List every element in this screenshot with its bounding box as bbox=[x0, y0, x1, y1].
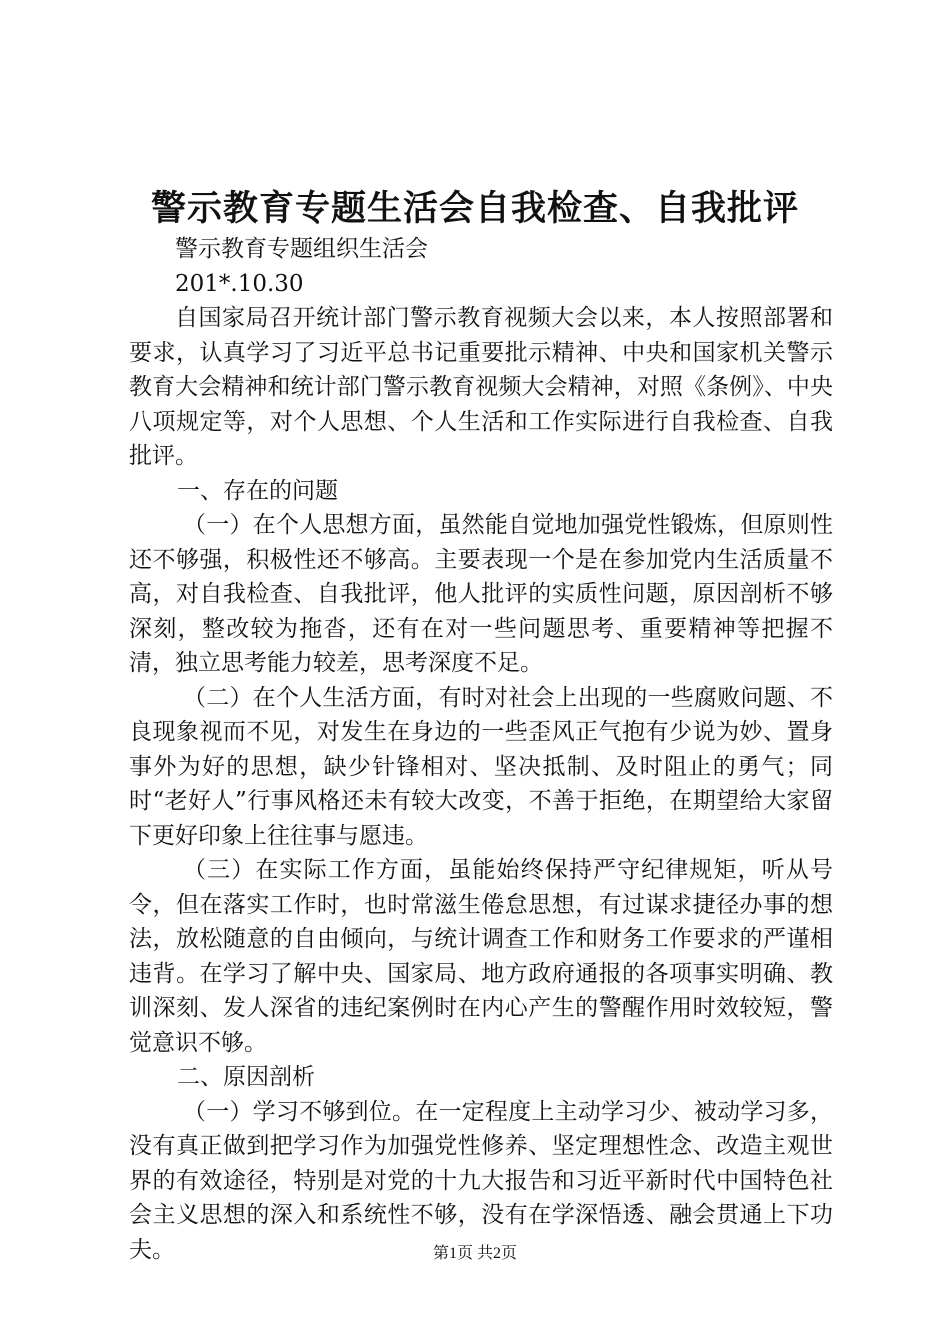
paragraph-cause-study: （一）学习不够到位。在一定程度上主动学习少、被动学习多，没有真正做到把学习作为加强党性修养、坚定理想性念、改造主观世界的有效途径，特别是对党的十九大报告和习近平新时代中国特色社会主义思想的深入和系统性不够，没有在学深悟透、融会贯通上下功夫。 bbox=[129, 1098, 833, 1263]
document-title: 警示教育专题生活会自我检查、自我批评 bbox=[150, 188, 799, 229]
paragraph-problem-thinking: （一）在个人思想方面，虽然能自觉地加强党性锻炼，但原则性还不够强，积极性还不够高。主要表现一个是在参加党内生活质量不高，对自我检查、自我批评，他人批评的实质性问题，原因剖析不够深刻，整改较为拖沓，还有在对一些问题思考、重要精神等把握不清，独立思考能力较差，思考深度不足。 bbox=[129, 512, 833, 676]
document-body bbox=[129, 232, 833, 1267]
paragraph-problem-life: （二）在个人生活方面，有时对社会上出现的一些腐败问题、不良现象视而不见，对发生在身边的一些歪风正气抱有少说为妙、置身事外为好的思想，缺少针锋相对、坚决抵制、及时阻止的勇气；同时“老好人”行事风格还未有较大改变，不善于拒绝，在期望给大家留下更好印象上往往事与愿违。 bbox=[129, 684, 833, 849]
section-heading-causes: 二、原因剖析 bbox=[177, 1064, 315, 1090]
page-footer: 第1页 共2页 bbox=[432, 1245, 517, 1262]
document-subtitle: 警示教育专题组织生活会 bbox=[175, 236, 428, 262]
section-heading-problems: 一、存在的问题 bbox=[177, 477, 338, 504]
paragraph-intro: 自国家局召开统计部门警示教育视频大会以来，本人按照部署和要求，认真学习了习近平总书记重要批示精神、中央和国家机关警示教育大会精神和统计部门警示教育视频大会精神，对照《条例》、中央八项规定等，对个人思想、个人生活和工作实际进行自我检查、自我批评。 bbox=[129, 305, 833, 469]
document-date: 201*.10.30 bbox=[175, 270, 304, 297]
paragraph-problem-work: （三）在实际工作方面，虽能始终保持严守纪律规矩，听从号令，但在落实工作时，也时常滋生倦怠思想，有过谋求捷径办事的想法，放松随意的自由倾向，与统计调查工作和财务工作要求的严谨相违背。在学习了解中央、国家局、地方政府通报的各项事实明确、教训深刻、发人深省的违纪案例时在内心产生的警醒作用时效较短，警觉意识不够。 bbox=[129, 857, 833, 1056]
